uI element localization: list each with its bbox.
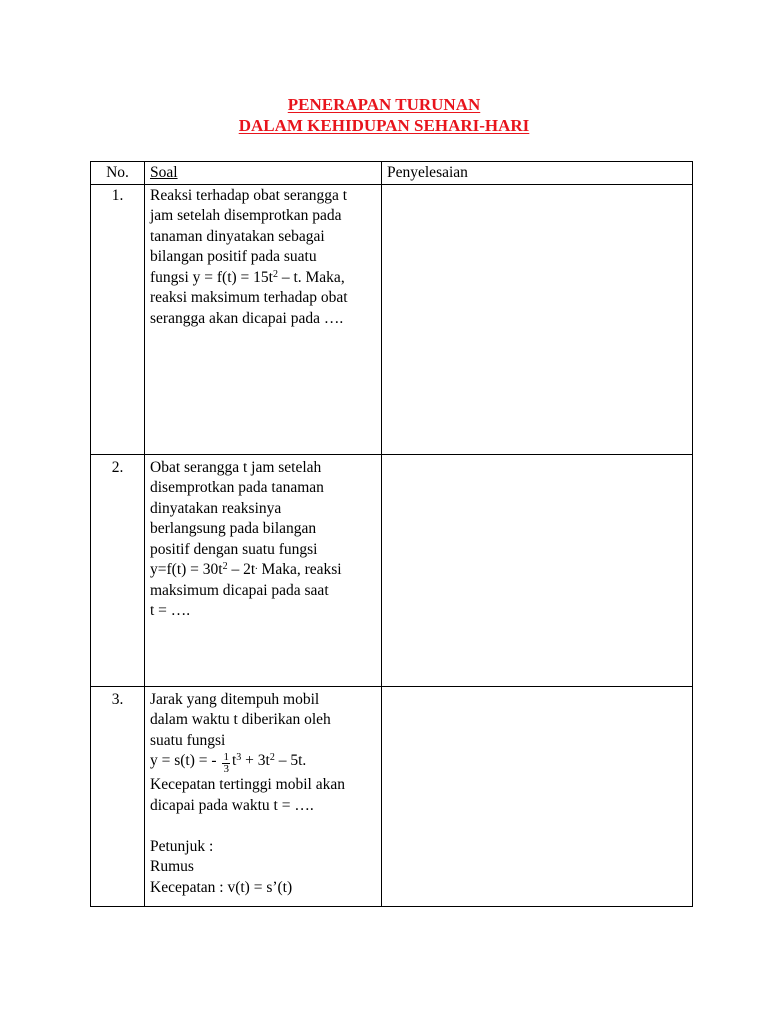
header-no: No. [91, 162, 145, 185]
table-row [91, 454, 693, 686]
row-number: 3. [91, 686, 145, 906]
answer-cell[interactable] [382, 184, 693, 454]
row-number: 1. [91, 184, 145, 454]
header-penyelesaian: Penyelesaian [382, 162, 693, 185]
question-cell: Reaksi terhadap obat serangga t jam setelah disemprotkan pada tanaman dinyatakan sebagai bilangan positif pada suatu fungsi $y = f(t) = 15t^2 - t$. Maka, reaksi maksimum terhadap obat serangga akan dicapai pada …. [145, 184, 382, 454]
table-header-row [91, 162, 693, 185]
page-subtitle: DALAM KEHIDUPAN SEHARI-HARI [238, 116, 530, 135]
question-cell: Obat serangga t jam setelah disemprotkan pada tanaman dinyatakan reaksinya berlangsung pada bilangan positif dengan suatu fungsi $y=f(t) = 30t^2 - 2t^.$ Maka, reaksi maksimum dicapai pada saat t = …. [145, 454, 382, 686]
question-cell: Jarak yang ditempuh mobil dalam waktu t diberikan oleh suatu fungsi y = s(t) = - $\frac{1}{3}$ $t^3 + 3t^2 - 5t$. Kecepatan tertinggi mobil akan dicapai pada waktu t = …. Petunjuk : Rumus Kecepatan : v(t) = s’(t) [145, 686, 382, 906]
header-soal: Soal [145, 162, 382, 185]
fraction-one-third: $\frac{1}{3}$ [223, 751, 229, 775]
table-row [91, 686, 693, 906]
answer-cell[interactable] [382, 686, 693, 906]
page-title: PENERAPAN TURUNAN [287, 95, 481, 114]
row-number: 2. [91, 454, 145, 686]
table-row [91, 184, 693, 454]
problem-table [90, 161, 693, 907]
answer-cell[interactable] [382, 454, 693, 686]
